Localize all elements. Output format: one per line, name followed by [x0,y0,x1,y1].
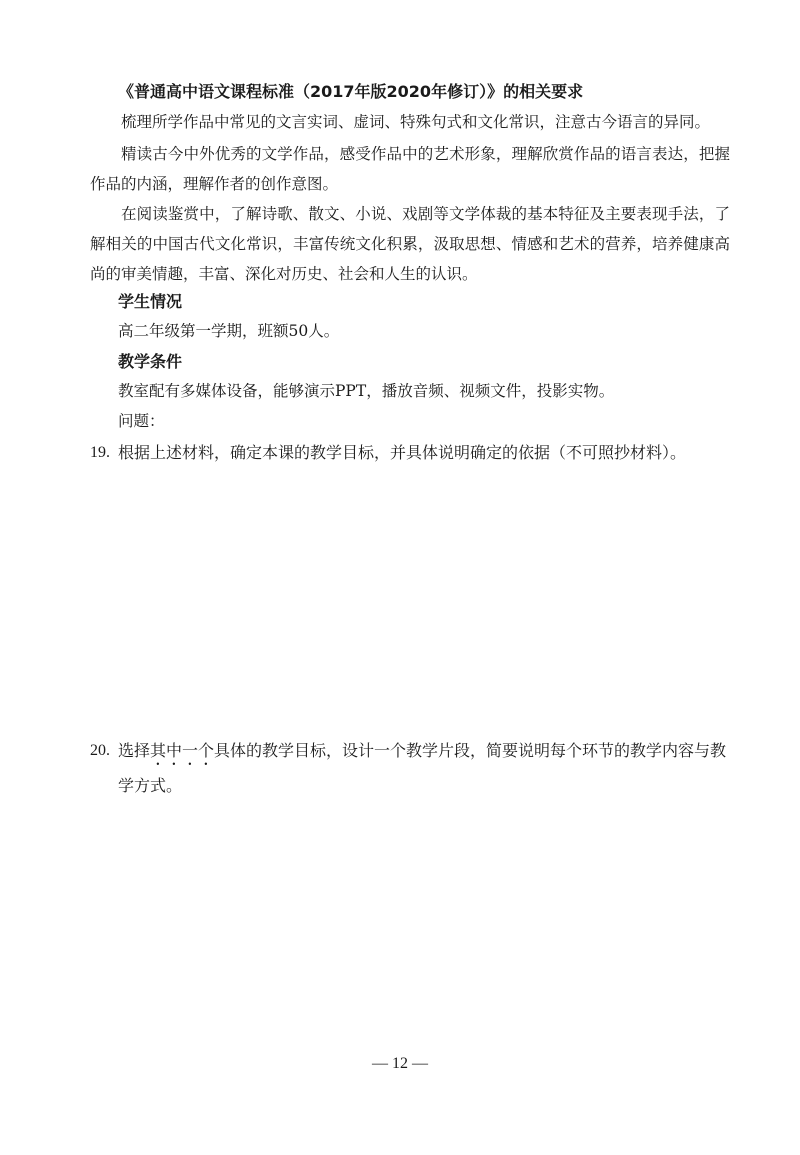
standard-paragraph-2: 精读古今中外优秀的文学作品，感受作品中的艺术形象，理解欣赏作品的语言表达，把握作品的内涵，理解作者的创作意图。 [90,145,730,193]
students-title: 学生情况 [118,292,183,311]
standard-paragraph-1: 梳理所学作品中常见的文言实词、虚词、特殊句式和文化常识，注意古今语言的异同。 [121,113,711,131]
standard-paragraph-3: 在阅读鉴赏中，了解诗歌、散文、小说、戏剧等文学体裁的基本特征及主要表现手法，了解相关的中国古代文化常识，丰富传统文化积累，汲取思想、情感和艺术的营养，培养健康高尚的审美情趣，丰富、深化对历史、社会和人生的认识。 [90,205,730,283]
conditions-text: 教室配有多媒体设备，能够演示PPT，播放音频、视频文件，投影实物。 [118,382,615,400]
question-20-text-start: 选择 [118,741,151,760]
question-19-text: 根据上述材料，确定本课的教学目标，并具体说明确定的依据（不可照抄材料）。 [118,443,687,462]
question-20-text-end: 具体的教学目标，设计一个教学片段，简要说明每个环节的教学内容与教学方式。 [118,741,727,795]
standard-title: 《普通高中语文课程标准（2017年版2020年修订）》的相关要求 [118,82,584,101]
question-20-number: 20. [90,742,110,759]
page-number: — 12 — [372,1055,428,1072]
questions-label: 问题： [118,412,165,430]
question-20-emphasis: 其中一个 [150,741,215,760]
students-text: 高二年级第一学期，班额50人。 [118,322,340,340]
question-20-text [118,734,740,802]
question-19-number: 19. [90,444,110,461]
conditions-title: 教学条件 [118,352,183,371]
